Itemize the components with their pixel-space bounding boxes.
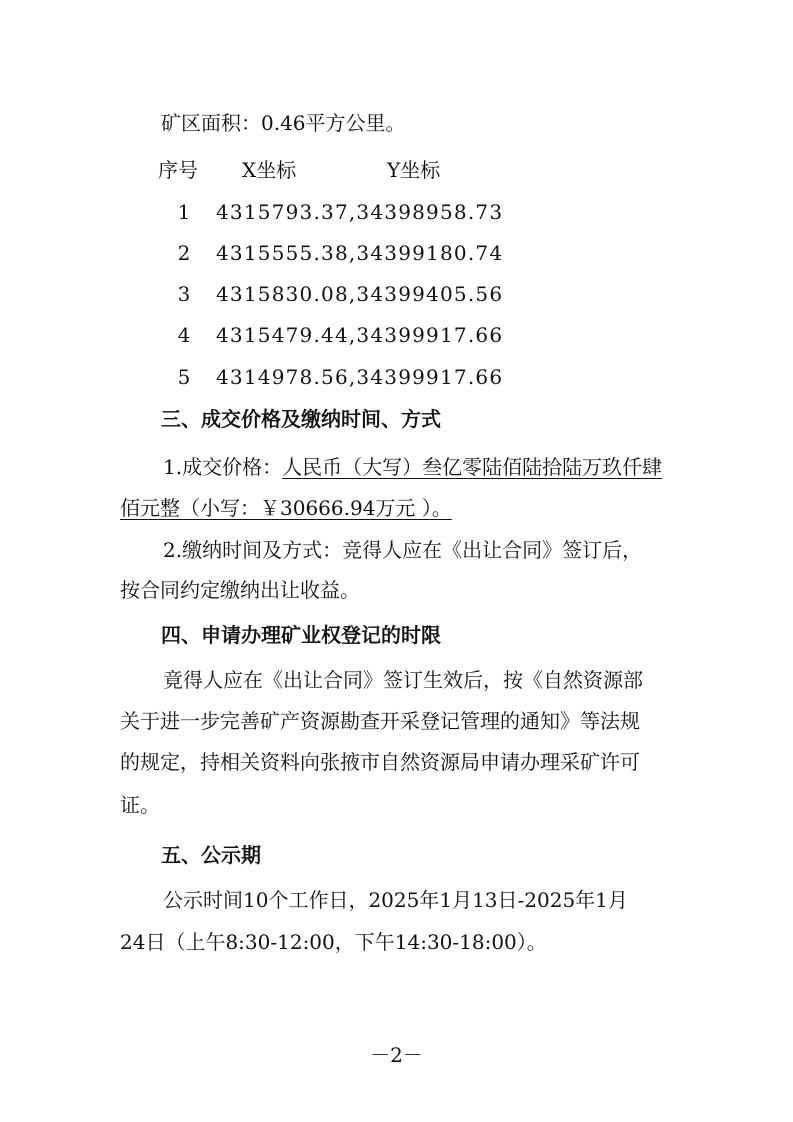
section5-line-1: 公示时间10个工作日，2025年1月13日-2025年1月 [163, 888, 628, 912]
row-seq: 5 [177, 365, 191, 389]
row-coords: 4315479.44,34399917.66 [216, 323, 504, 347]
price-line-1 [163, 452, 662, 482]
row-seq: 2 [177, 241, 191, 265]
row-seq: 4 [177, 323, 191, 347]
payment-line-2: 按合同约定缴纳出让收益。 [120, 578, 360, 602]
payment-line-1: 2.缴纳时间及方式：竞得人应在《出让合同》签订后， [163, 538, 643, 562]
section5-heading: 五、公示期 [161, 843, 261, 867]
row-seq: 3 [177, 282, 191, 306]
mining-area-text: 矿区面积：0.46平方公里。 [161, 111, 406, 135]
section4-heading: 四、申请办理矿业权登记的时限 [161, 623, 441, 647]
price-uppercase: 人民币（大写）叁亿零陆佰陆拾陆万玖仟肆 [282, 455, 663, 479]
row-coords: 4315793.37,34398958.73 [216, 200, 504, 224]
row-coords: 4315555.38,34399180.74 [216, 241, 504, 265]
page-number: －2－ [370, 1043, 423, 1067]
section4-line-3: 的规定，持相关资料向张掖市自然资源局申请办理采矿许可 [120, 750, 640, 774]
row-seq: 1 [177, 200, 191, 224]
price-line-2: 佰元整（小写：￥30666.94万元 ）。 [120, 496, 452, 520]
table-header-x: X坐标 [242, 158, 297, 182]
section4-line-4: 证。 [120, 793, 160, 817]
row-coords: 4315830.08,34399405.56 [216, 282, 504, 306]
table-header-y: Y坐标 [387, 158, 441, 182]
section4-line-1: 竟得人应在《出让合同》签订生效后，按《自然资源部 [163, 668, 643, 692]
section5-line-2: 24日（上午8:30-12:00，下午14:30-18:00）。 [120, 930, 547, 954]
row-coords: 4314978.56,34399917.66 [216, 365, 504, 389]
section4-line-2: 关于进一步完善矿产资源勘查开采登记管理的通知》等法规 [120, 709, 640, 733]
section3-heading: 三、成交价格及缴纳时间、方式 [161, 407, 441, 431]
table-header-seq: 序号 [158, 158, 198, 182]
price-label: 1.成交价格： [163, 455, 283, 479]
